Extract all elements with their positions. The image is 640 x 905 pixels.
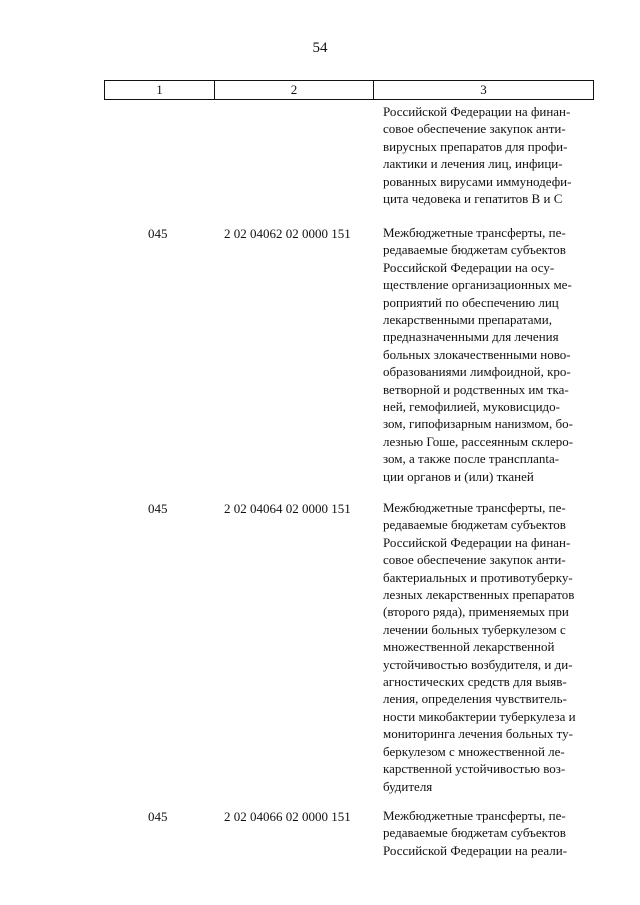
- description-line: больных злокачественными ново-: [383, 346, 571, 362]
- description-line: лезных лекарственных препаратов: [383, 587, 575, 603]
- row-2-code: 045: [148, 501, 168, 516]
- description-line: устойчивостью возбудителя, и ди-: [383, 656, 573, 672]
- description-line: множественной лекарственной: [383, 639, 555, 655]
- row-2-kbk: 2 02 04064 02 0000 151: [224, 501, 351, 516]
- description-line: Российской Федерации на осу-: [383, 259, 555, 275]
- description-line: ветворной и родственных им тка-: [383, 381, 569, 397]
- description-line: (второго ряда), применяемых при: [383, 604, 569, 620]
- description-line: мониторинга лечения больных ту-: [383, 726, 573, 742]
- description-line: рованных вирусами иммунодефи-: [383, 173, 572, 189]
- description-line: лекарственными препаратами,: [383, 312, 552, 328]
- row-3-kbk: 2 02 04066 02 0000 151: [224, 809, 351, 824]
- description-line: будителя: [383, 778, 433, 794]
- description-line: Российской Федерации на финан-: [383, 534, 571, 550]
- description-line: предназначенными для лечения: [383, 329, 559, 345]
- header-col-1: 1: [105, 81, 215, 99]
- header-col-3: 3: [480, 82, 487, 97]
- description-line: роприятий по обеспечению лиц: [383, 294, 559, 310]
- description-line: зом, а также после трансплanta-: [383, 451, 560, 467]
- description-line: редаваемые бюджетам субъектов: [383, 517, 566, 533]
- description-line: цита чедовека и гепатитов В и С: [383, 191, 563, 207]
- continuation-description: [383, 103, 598, 207]
- description-line: совое обеспечение закупок анти-: [383, 552, 566, 568]
- description-line: Межбюджетные трансферты, пе-: [383, 500, 566, 515]
- table-header: [104, 80, 594, 100]
- description-line: ции органов и (или) тканей: [383, 468, 534, 484]
- description-line: агностических средств для выяв-: [383, 674, 567, 690]
- description-line: Российской Федерации на финан-: [383, 104, 571, 119]
- description-line: вирусных препаратов для профи-: [383, 138, 568, 154]
- row-1-kbk: 2 02 04062 02 0000 151: [224, 226, 351, 241]
- description-line: ществление организационных ме-: [383, 277, 572, 293]
- description-line: карственной устойчивостью воз-: [383, 761, 566, 777]
- description-line: редаваемые бюджетам субъектов: [383, 242, 566, 258]
- description-line: Российской Федерации на реали-: [383, 842, 568, 858]
- row-1-description: [383, 224, 598, 485]
- row-2-description: [383, 499, 598, 795]
- description-line: лактики и лечения лиц, инфици-: [383, 156, 563, 172]
- description-line: лечении больных туберкулезом с: [383, 621, 566, 637]
- description-line: совое обеспечение закупок анти-: [383, 121, 566, 137]
- description-line: ления, определения чувствитель-: [383, 691, 567, 707]
- description-line: образованиями лимфоидной, кро-: [383, 364, 571, 380]
- description-line: лезнью Гоше, рассеянным склеро-: [383, 433, 574, 449]
- description-line: бактериальных и противотуберку-: [383, 569, 573, 585]
- page-number: 54: [312, 40, 328, 56]
- description-line: Межбюджетные трансферты, пе-: [383, 808, 566, 823]
- description-line: редаваемые бюджетам субъектов: [383, 825, 566, 841]
- description-line: зом, гипофизарным нанизмом, бо-: [383, 416, 573, 432]
- row-1-code: 045: [148, 226, 168, 241]
- description-line: беркулезом с множественной ле-: [383, 743, 565, 759]
- row-3-description: [383, 807, 598, 859]
- row-3-code: 045: [148, 809, 168, 824]
- description-line: ней, гемофилией, муковисцидо-: [383, 399, 560, 415]
- header-col-2: 2: [215, 81, 374, 99]
- description-line: Межбюджетные трансферты, пе-: [383, 225, 566, 240]
- description-line: ности микобактерии туберкулеза и: [383, 708, 576, 724]
